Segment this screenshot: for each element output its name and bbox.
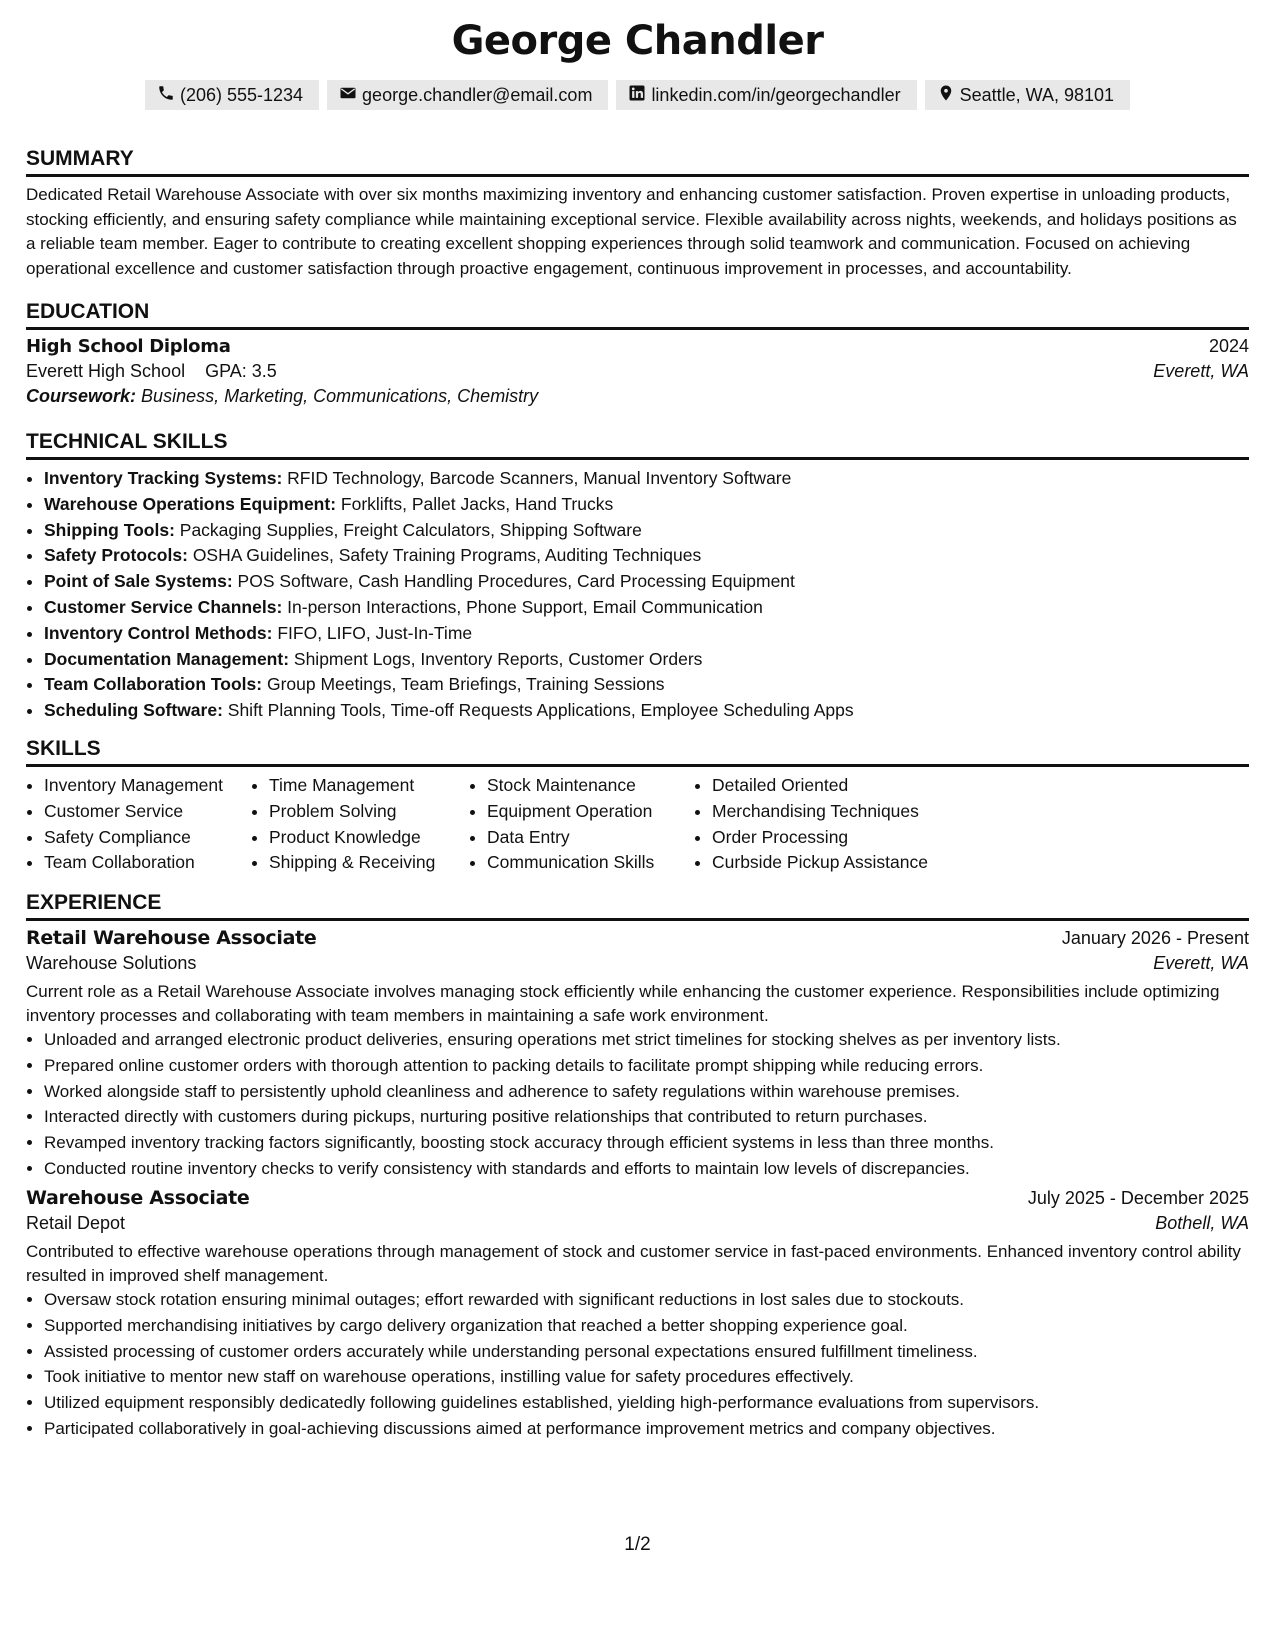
list-item: • Revamped inventory tracking factors significantly, boosting stock accuracy through efficient systems in less than three months. (44, 1130, 1249, 1156)
candidate-name: George Chandler (451, 18, 824, 64)
list-item (44, 647, 1249, 673)
technical-skills-section (26, 429, 1249, 724)
job-company-row (26, 1213, 1249, 1234)
list-item: • Safety Compliance (44, 825, 251, 851)
skills-column (251, 773, 469, 876)
list-item: • Time Management (269, 773, 469, 799)
envelope-icon (339, 84, 357, 107)
list-item: • Merchandising Techniques (712, 799, 992, 825)
skill-value: Shipment Logs, Inventory Reports, Customer Orders (293, 648, 703, 669)
linkedin-text: linkedin.com/in/georgechandler (651, 84, 901, 105)
skill-value: RFID Technology, Barcode Scanners, Manual Inventory Software (287, 468, 792, 488)
list-item: • Assisted processing of customer orders accurately while understanding personal expectations ensured fulfillment timeliness. (44, 1339, 1249, 1365)
contact-email[interactable] (327, 80, 608, 110)
list-item: • Utilized equipment responsibly dedicatedly following guidelines established, yielding high-performance evaluations from supervisors. (44, 1390, 1249, 1416)
coursework-list: Business, Marketing, Communications, Chemistry (141, 386, 539, 406)
skills-column (469, 773, 694, 876)
gpa: GPA: 3.5 (205, 361, 277, 381)
education-header-row (26, 336, 1249, 357)
contact-linkedin[interactable] (616, 80, 916, 110)
section-title: SKILLS (26, 736, 1249, 767)
list-item (44, 621, 1249, 647)
technical-skills-list (26, 466, 1249, 724)
coursework-line (26, 386, 1249, 407)
school-line (26, 361, 277, 382)
skill-label: Safety Protocols: (44, 545, 188, 566)
job-location: Bothell, WA (1155, 1213, 1249, 1234)
list-item (44, 595, 1249, 621)
phone-icon (157, 84, 175, 107)
list-item: • Prepared online customer orders with thorough attention to packing details to facilitate prompt shipping while reducing errors. (44, 1053, 1249, 1079)
company-name: Warehouse Solutions (26, 953, 197, 974)
list-item: • Participated collaboratively in goal-achieving discussions aimed at performance improvement metrics and company objectives. (44, 1416, 1249, 1442)
section-title: TECHNICAL SKILLS (26, 429, 1249, 460)
job-dates: July 2025 - December 2025 (1027, 1188, 1249, 1209)
job-company-row (26, 953, 1249, 974)
job-title: Retail Warehouse Associate (26, 927, 317, 950)
job-dates: January 2026 - Present (1061, 928, 1249, 949)
list-item (44, 466, 1249, 492)
list-item: • Curbside Pickup Assistance (712, 850, 992, 876)
degree-title: High School Diploma (26, 336, 231, 357)
contact-location (925, 80, 1130, 110)
list-item: • Stock Maintenance (487, 773, 694, 799)
skill-value: In-person Interactions, Phone Support, Email Communication (287, 596, 763, 617)
summary-text: Dedicated Retail Warehouse Associate with over six months maximizing inventory and enhancing customer satisfaction. Proven expertise in unloading products, stocking efficiently, and ensuring safety compliance while maintaining exceptional service. Flexible availability across nights, weekends, and holidays positions as a reliable team member. Eager to contribute to creating excellent shopping experiences through solid teamwork and communication. Focused on achieving operational excellence and customer satisfaction through proactive engagement, continuous improvement in processes, and accountability. (26, 185, 1237, 278)
job-entry (26, 927, 1249, 1181)
linkedin-icon (628, 84, 646, 107)
list-item: • Inventory Management (44, 773, 251, 799)
skill-value: OSHA Guidelines, Safety Training Programs, Auditing Techniques (192, 545, 702, 566)
list-item: • Conducted routine inventory checks to verify consistency with standards and efforts to maintain low levels of discrepancies. (44, 1156, 1249, 1182)
skill-label: Scheduling Software: (44, 700, 223, 721)
skill-label: Inventory Tracking Systems: (44, 468, 283, 488)
map-marker-icon (937, 84, 955, 107)
coursework-label: Coursework: (26, 386, 137, 406)
skills-column (694, 773, 992, 876)
experience-section (26, 890, 1249, 1441)
job-description: Contributed to effective warehouse operations through management of stock and customer service in fast-paced environments. Enhanced inventory control ability resulted in improved shelf management. (26, 1242, 1241, 1285)
email-text: george.chandler@email.com (362, 84, 593, 105)
job-entry (26, 1187, 1249, 1441)
list-item: • Oversaw stock rotation ensuring minimal outages; effort rewarded with significant reductions in lost sales due to stockouts. (44, 1287, 1249, 1313)
list-item (44, 543, 1249, 569)
list-item: • Team Collaboration (44, 850, 251, 876)
school-name: Everett High School (26, 361, 186, 381)
skills-section (26, 736, 1249, 876)
list-item: • Took initiative to mentor new staff on warehouse operations, instilling value for safety procedures effectively. (44, 1364, 1249, 1390)
skill-label: Documentation Management: (44, 648, 290, 669)
location-text: Seattle, WA, 98101 (959, 84, 1115, 105)
skill-value: Forklifts, Pallet Jacks, Hand Trucks (340, 493, 614, 514)
education-school-row (26, 361, 1249, 382)
list-item: • Interacted directly with customers during pickups, nurturing positive relationships that contributed to return purchases. (44, 1104, 1249, 1130)
contact-bar (26, 80, 1249, 110)
skill-label: Team Collaboration Tools: (44, 674, 263, 695)
job-bullets (26, 1287, 1249, 1441)
skills-grid (26, 773, 1249, 876)
list-item: • Customer Service (44, 799, 251, 825)
summary-section (26, 146, 1249, 281)
list-item: • Shipping & Receiving (269, 850, 469, 876)
list-item (44, 492, 1249, 518)
skill-value: Packaging Supplies, Freight Calculators, Shipping Software (179, 519, 642, 540)
list-item (44, 569, 1249, 595)
list-item (44, 698, 1249, 724)
job-location: Everett, WA (1153, 953, 1249, 974)
list-item (44, 672, 1249, 698)
list-item: • Equipment Operation (487, 799, 694, 825)
skill-value: Shift Planning Tools, Time-off Requests Applications, Employee Scheduling Apps (227, 700, 854, 721)
skill-label: Warehouse Operations Equipment: (44, 493, 337, 514)
skill-label: Inventory Control Methods: (44, 622, 273, 643)
school-location: Everett, WA (1153, 361, 1249, 381)
list-item: • Order Processing (712, 825, 992, 851)
skills-column (26, 773, 251, 876)
section-title: EXPERIENCE (26, 890, 1249, 921)
phone-text: (206) 555-1234 (179, 84, 304, 105)
skill-label: Customer Service Channels: (44, 596, 283, 617)
job-description: Current role as a Retail Warehouse Associate involves managing stock efficiently while enhancing the customer experience. Responsibilities include optimizing inventory processes and collaborating with team members in maintaining a safe work environment. (26, 982, 1220, 1025)
section-title: EDUCATION (26, 299, 1249, 330)
list-item (44, 518, 1249, 544)
list-item: • Unloaded and arranged electronic product deliveries, ensuring operations met strict timelines for stocking shelves as per inventory lists. (44, 1027, 1249, 1053)
list-item: • Problem Solving (269, 799, 469, 825)
skill-value: POS Software, Cash Handling Procedures, Card Processing Equipment (237, 571, 795, 592)
education-section (26, 299, 1249, 407)
company-name: Retail Depot (26, 1213, 126, 1234)
skill-label: Shipping Tools: (44, 519, 175, 540)
job-header-row (26, 927, 1249, 949)
list-item: • Supported merchandising initiatives by cargo delivery organization that reached a better shopping experience goal. (44, 1313, 1249, 1339)
section-title: SUMMARY (26, 146, 1249, 177)
list-item: • Communication Skills (487, 850, 694, 876)
job-header-row (26, 1187, 1249, 1209)
list-item: • Worked alongside staff to persistently uphold cleanliness and adherence to safety regulations within warehouse premises. (44, 1079, 1249, 1105)
list-item: • Detailed Oriented (712, 773, 992, 799)
page-number: 1/2 (624, 1534, 651, 1555)
job-title: Warehouse Associate (26, 1187, 250, 1210)
skill-value: FIFO, LIFO, Just-In-Time (277, 622, 473, 643)
job-bullets (26, 1027, 1249, 1181)
skill-label: Point of Sale Systems: (44, 571, 233, 592)
list-item: • Data Entry (487, 825, 694, 851)
list-item: • Product Knowledge (269, 825, 469, 851)
graduation-year: 2024 (1208, 336, 1249, 356)
contact-phone[interactable] (145, 80, 319, 110)
skill-value: Group Meetings, Team Briefings, Training Sessions (266, 674, 665, 695)
